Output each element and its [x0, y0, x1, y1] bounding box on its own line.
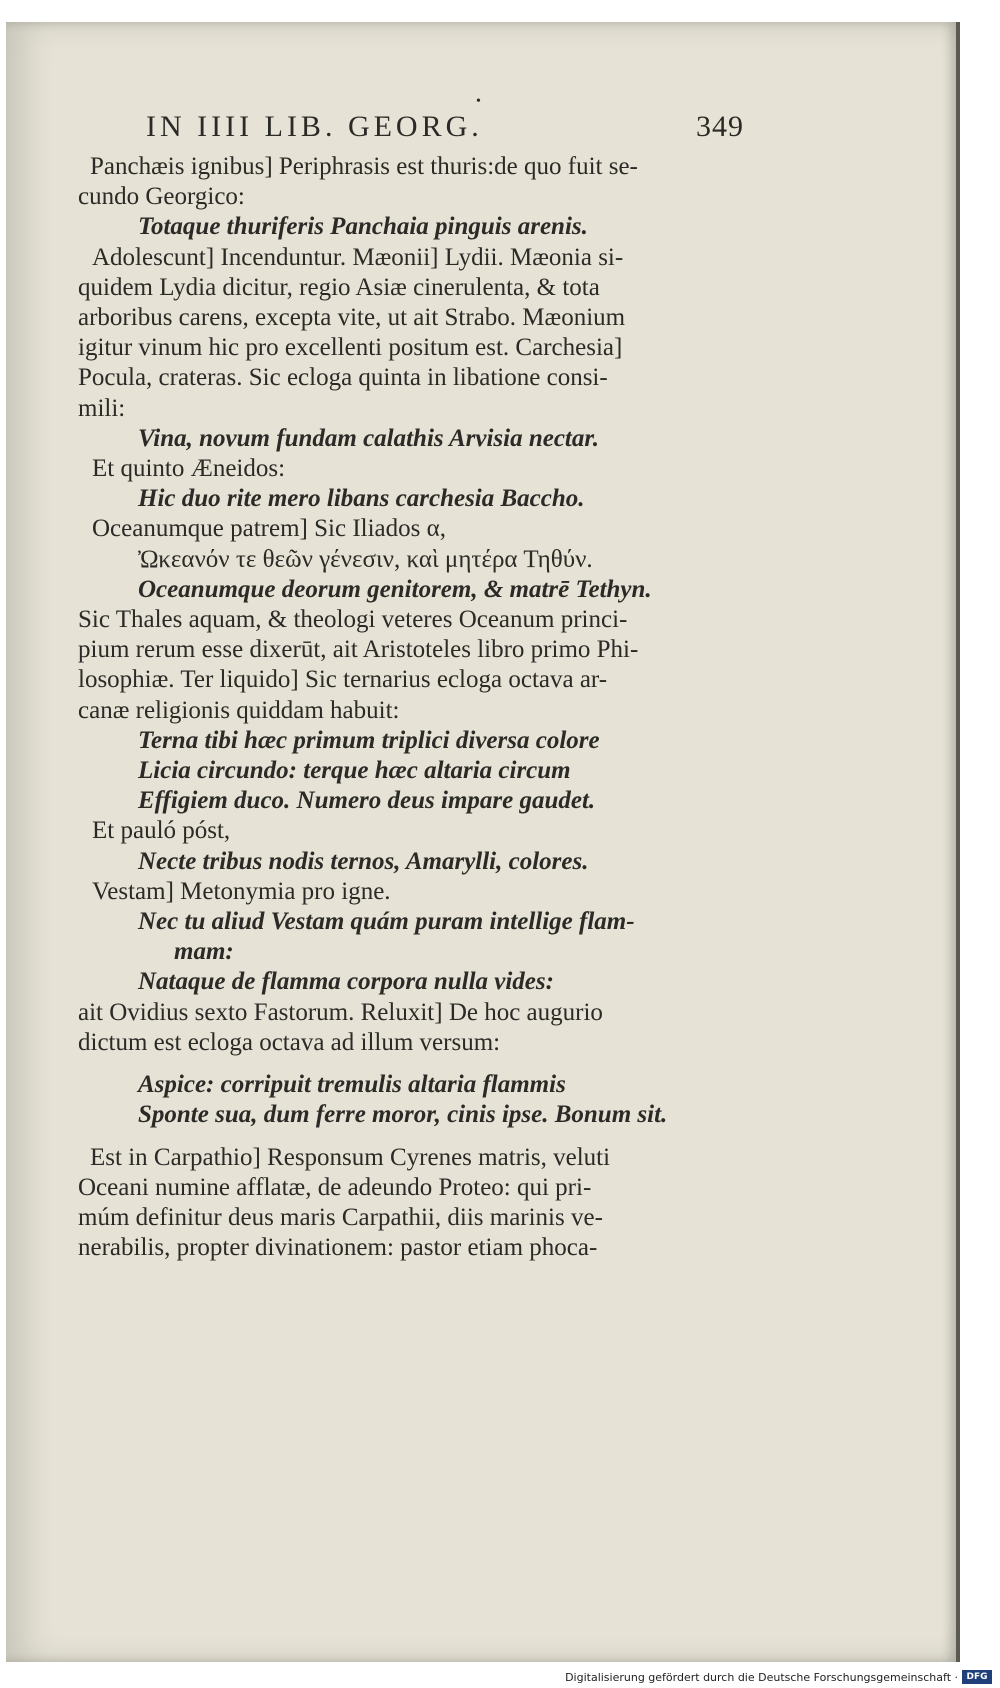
text-line: Sic Thales aquam, & theologi veteres Oceanum princi- — [78, 606, 628, 634]
text-line: Et pauló póst, — [92, 817, 231, 845]
text-line: dictum est ecloga octava ad illum versum: — [78, 1028, 501, 1056]
ornament-dot: • — [476, 94, 481, 109]
text-line: Aspice: corripuit tremulis altaria flammis — [138, 1071, 566, 1099]
text-line: losophiæ. Ter liquido] Sic ternarius ecloga octava ar- — [78, 666, 608, 694]
dfg-logo: DFG — [962, 1670, 992, 1684]
running-head — [146, 94, 744, 144]
text-line: Nataque de flamma corpora nulla vides: — [138, 968, 554, 996]
running-head-title: IN IIII LIB. GEORG. — [146, 110, 483, 143]
text-line: ait Ovidius sexto Fastorum. Reluxit] De hoc augurio — [78, 998, 603, 1026]
digitization-footer — [0, 1668, 1000, 1688]
text-line: Et quinto Æneidos: — [92, 455, 286, 483]
footer-credit: Digitalisierung gefördert durch die Deutsche Forschungsgemeinschaft · — [565, 1671, 958, 1684]
line-gap — [78, 1058, 728, 1070]
text-line: canæ religionis quiddam habuit: — [78, 696, 400, 724]
text-line: Terna tibi hæc primum triplici diversa colore — [138, 726, 600, 754]
text-line: Licia circundo: terque hæc altaria circum — [138, 757, 571, 785]
text-line: Adolescunt] Incenduntur. Mæonii] Lydii. Mæonia si- — [92, 243, 624, 271]
text-line: Effigiem duco. Numero deus impare gaudet. — [138, 787, 596, 815]
text-line: Necte tribus nodis ternos, Amarylli, colores. — [138, 847, 589, 875]
page-text-block — [78, 94, 744, 1263]
text-line: mam: — [174, 938, 234, 966]
text-line: múm definitur deus maris Carpathii, diis marinis ve- — [78, 1203, 603, 1231]
text-line: Oceanumque patrem] Sic Iliados α, — [92, 515, 446, 543]
text-line: Nec tu aliud Vestam quám puram intellige flam- — [138, 908, 635, 936]
page-number: 349 — [696, 110, 744, 143]
text-line: Vestam] Metonymia pro igne. — [92, 877, 391, 905]
text-line: Oceani numine afflatæ, de adeundo Proteo: qui pri- — [78, 1173, 592, 1201]
text-line: quidem Lydia dicitur, regio Asiæ cinerulenta, & tota — [78, 273, 600, 301]
text-line: mili: — [78, 394, 126, 422]
text-line: Totaque thuriferis Panchaia pinguis arenis. — [138, 213, 588, 241]
text-line: Est in Carpathio] Responsum Cyrenes matris, veluti — [90, 1143, 611, 1171]
text-line: Panchæis ignibus] Periphrasis est thuris:de quo fuit se- — [90, 153, 638, 180]
text-line: Oceanumque deorum genitorem, & matrē Tethyn. — [138, 575, 652, 603]
text-line: Pocula, crateras. Sic ecloga quinta in libatione consi- — [78, 364, 608, 392]
text-line: nerabilis, propter divinationem: pastor etiam phoca- — [78, 1234, 598, 1262]
text-line: cundo Georgico: — [78, 183, 245, 211]
text-line: pium rerum esse dixerūt, ait Aristoteles libro primo Phi- — [78, 636, 639, 664]
text-line: Vina, novum fundam calathis Arvisia nectar. — [138, 424, 599, 452]
book-page — [6, 22, 960, 1662]
text-lines — [78, 152, 728, 1263]
text-line: Sponte sua, dum ferre moror, cinis ipse. Bonum sit. — [138, 1101, 668, 1129]
text-line: Ὠκεανόν τε θεῶν γένεσιν, καὶ μητέρα Τηθύν. — [138, 545, 593, 573]
text-line: igitur vinum hic pro excellenti positum est. Carchesia] — [78, 334, 623, 362]
line-gap — [78, 1131, 728, 1143]
text-line: Hic duo rite mero libans carchesia Baccho. — [138, 485, 585, 513]
text-line: arboribus carens, excepta vite, ut ait Strabo. Mæonium — [78, 304, 626, 332]
